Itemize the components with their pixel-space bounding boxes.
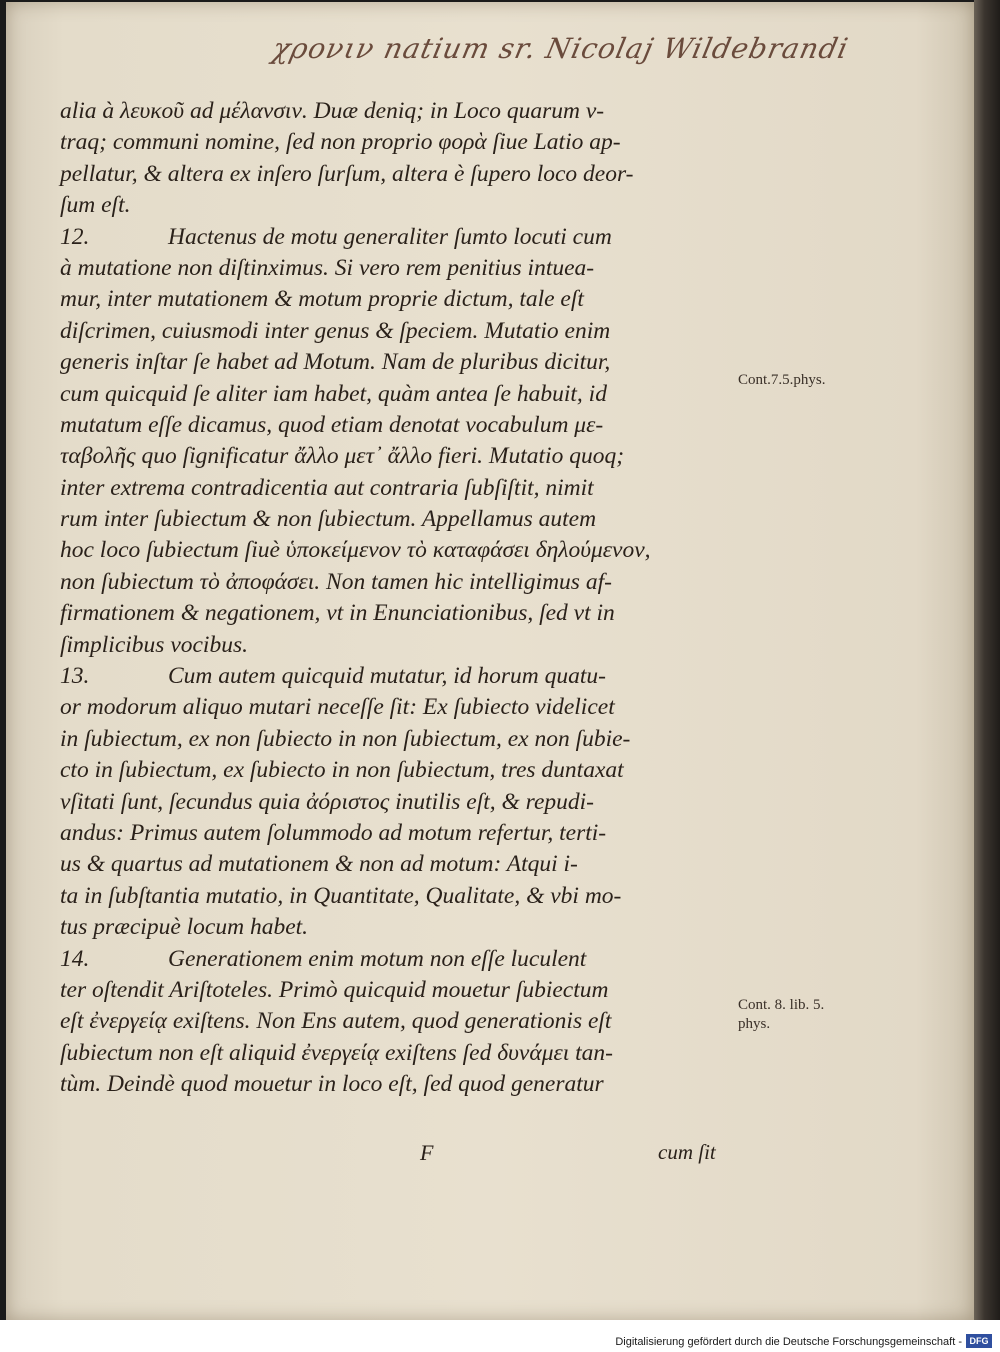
text-line — [60, 881, 720, 912]
text-line — [60, 410, 720, 441]
text-line — [60, 818, 720, 849]
line-text: us & quartus ad mutationem & non ad motum: Atqui i- — [60, 851, 578, 878]
text-line — [60, 1006, 720, 1037]
line-text: tùm. Deindè quod mouetur in loco eſt, ſed quod generatur — [60, 1071, 604, 1098]
text-line — [60, 379, 720, 410]
line-text: cum quicquid ſe aliter iam habet, quàm antea ſe habuit, id — [60, 380, 607, 407]
line-text: in ſubiectum, ex non ſubiecto in non ſubiectum, ex non ſubie- — [60, 725, 631, 752]
paragraph-number: 13. — [60, 663, 90, 690]
text-line — [60, 159, 720, 190]
text-line — [60, 661, 720, 692]
line-text: ſum eſt. — [60, 192, 131, 219]
text-line — [60, 1069, 720, 1100]
text-line — [60, 912, 720, 943]
line-text: cto in ſubiectum, ex ſubiecto in non ſubiectum, tres duntaxat — [60, 757, 624, 784]
page-text — [60, 96, 720, 1101]
line-text: traq; communi nomine, ſed non proprio φορὰ ſiue Latio ap- — [60, 129, 621, 156]
text-line — [60, 222, 720, 253]
text-line — [60, 630, 720, 661]
line-text: Generationem enim motum non eſſe luculent — [168, 945, 587, 972]
text-line — [60, 96, 720, 127]
line-text: tus præcipuè locum habet. — [60, 914, 309, 941]
line-text: firmationem & negationem, vt in Enunciationibus, ſed vt in — [60, 600, 615, 627]
line-text: ταβολῆς quo ſignificatur ἄλλο μετ᾽ ἄλλο fieri. Mutatio quoq; — [60, 443, 625, 470]
text-line — [60, 473, 720, 504]
line-text: generis inſtar ſe habet ad Motum. Nam de pluribus dicitur, — [60, 349, 611, 376]
line-text: alia à λευκοῦ ad μέλανσιν. Duæ deniq; in Loco quarum v- — [60, 98, 605, 124]
margin-note-1: Cont.7.5.phys. — [738, 372, 826, 388]
line-text: or modorum aliquo mutari neceſſe ſit: Ex ſubiecto videlicet — [60, 694, 615, 721]
paragraph-number: 12. — [60, 223, 90, 250]
dfg-logo: DFG — [966, 1334, 992, 1348]
line-text: non ſubiectum τὸ ἀποφάσει. Non tamen hic intelligimus af- — [60, 568, 612, 595]
text-line — [60, 504, 720, 535]
line-text: Hactenus de motu generaliter ſumto locuti cum — [168, 223, 612, 250]
footer-credit: Digitalisierung gefördert durch die Deutsche Forschungsgemeinschaft - — [615, 1336, 962, 1348]
line-text: mur, inter mutationem & motum proprie dictum, tale eſt — [60, 286, 584, 313]
paragraph-number: 14. — [60, 945, 90, 972]
text-line — [60, 724, 720, 755]
text-line — [60, 190, 720, 221]
text-line — [60, 567, 720, 598]
text-line — [60, 127, 720, 158]
text-line — [60, 535, 720, 566]
line-text: ſubiectum non eſt aliquid ἐνεργείᾳ exiſtens ſed δυνάμει tan- — [60, 1039, 614, 1066]
catchword: cum ſit — [658, 1140, 716, 1164]
text-line — [60, 755, 720, 786]
text-line — [60, 598, 720, 629]
line-text: ta in ſubſtantia mutatio, in Quantitate, Qualitate, & vbi mo- — [60, 882, 622, 909]
line-text: andus: Primus autem ſolummodo ad motum refertur, terti- — [60, 819, 607, 846]
text-line — [60, 944, 720, 975]
line-text: ter oſtendit Ariſtoteles. Primò quicquid mouetur ſubiectum — [60, 976, 609, 1003]
line-text: pellatur, & altera ex inſero ſurſum, altera è ſupero loco deor- — [60, 160, 634, 187]
line-text: à mutatione non diſtinximus. Si vero rem penitius intuea- — [60, 254, 595, 281]
text-line — [60, 347, 720, 378]
margin-note-2-line-2: phys. — [738, 1016, 771, 1032]
margin-note-2-line-1: Cont. 8. lib. 5. — [738, 997, 825, 1013]
text-line — [60, 441, 720, 472]
line-text: ſimplicibus vocibus. — [60, 631, 248, 658]
line-text: rum inter ſubiectum & non ſubiectum. Appellamus autem — [60, 506, 597, 533]
text-line — [60, 284, 720, 315]
line-text: hoc loco ſubiectum ſiuè ὑποκείμενον τὸ καταφάσει δηλούμενον, — [60, 537, 651, 564]
page-edge — [974, 0, 1000, 1320]
text-line — [60, 849, 720, 880]
signature-mark: F — [420, 1140, 434, 1165]
text-line — [60, 975, 720, 1006]
line-text: Cum autem quicquid mutatur, id horum quatu- — [168, 663, 607, 690]
line-text: diſcrimen, cuiusmodi inter genus & ſpeciem. Mutatio enim — [60, 317, 611, 344]
line-text: inter extrema contradicentia aut contraria ſubſiſtit, nimit — [60, 474, 594, 501]
handwritten-note: χρονιν natium sr. Nicolaj Wildebrandi — [269, 32, 852, 65]
text-line — [60, 1038, 720, 1069]
line-text: eſt ἐνεργείᾳ exiſtens. Non Ens autem, quod generationis eſt — [60, 1008, 612, 1035]
text-line — [60, 692, 720, 723]
text-line — [60, 253, 720, 284]
line-text: vſitati ſunt, ſecundus quia ἀόριστος inutilis eſt, & repudi- — [60, 788, 594, 815]
line-text: mutatum eſſe dicamus, quod etiam denotat vocabulum με- — [60, 411, 604, 438]
text-line — [60, 787, 720, 818]
text-line — [60, 316, 720, 347]
